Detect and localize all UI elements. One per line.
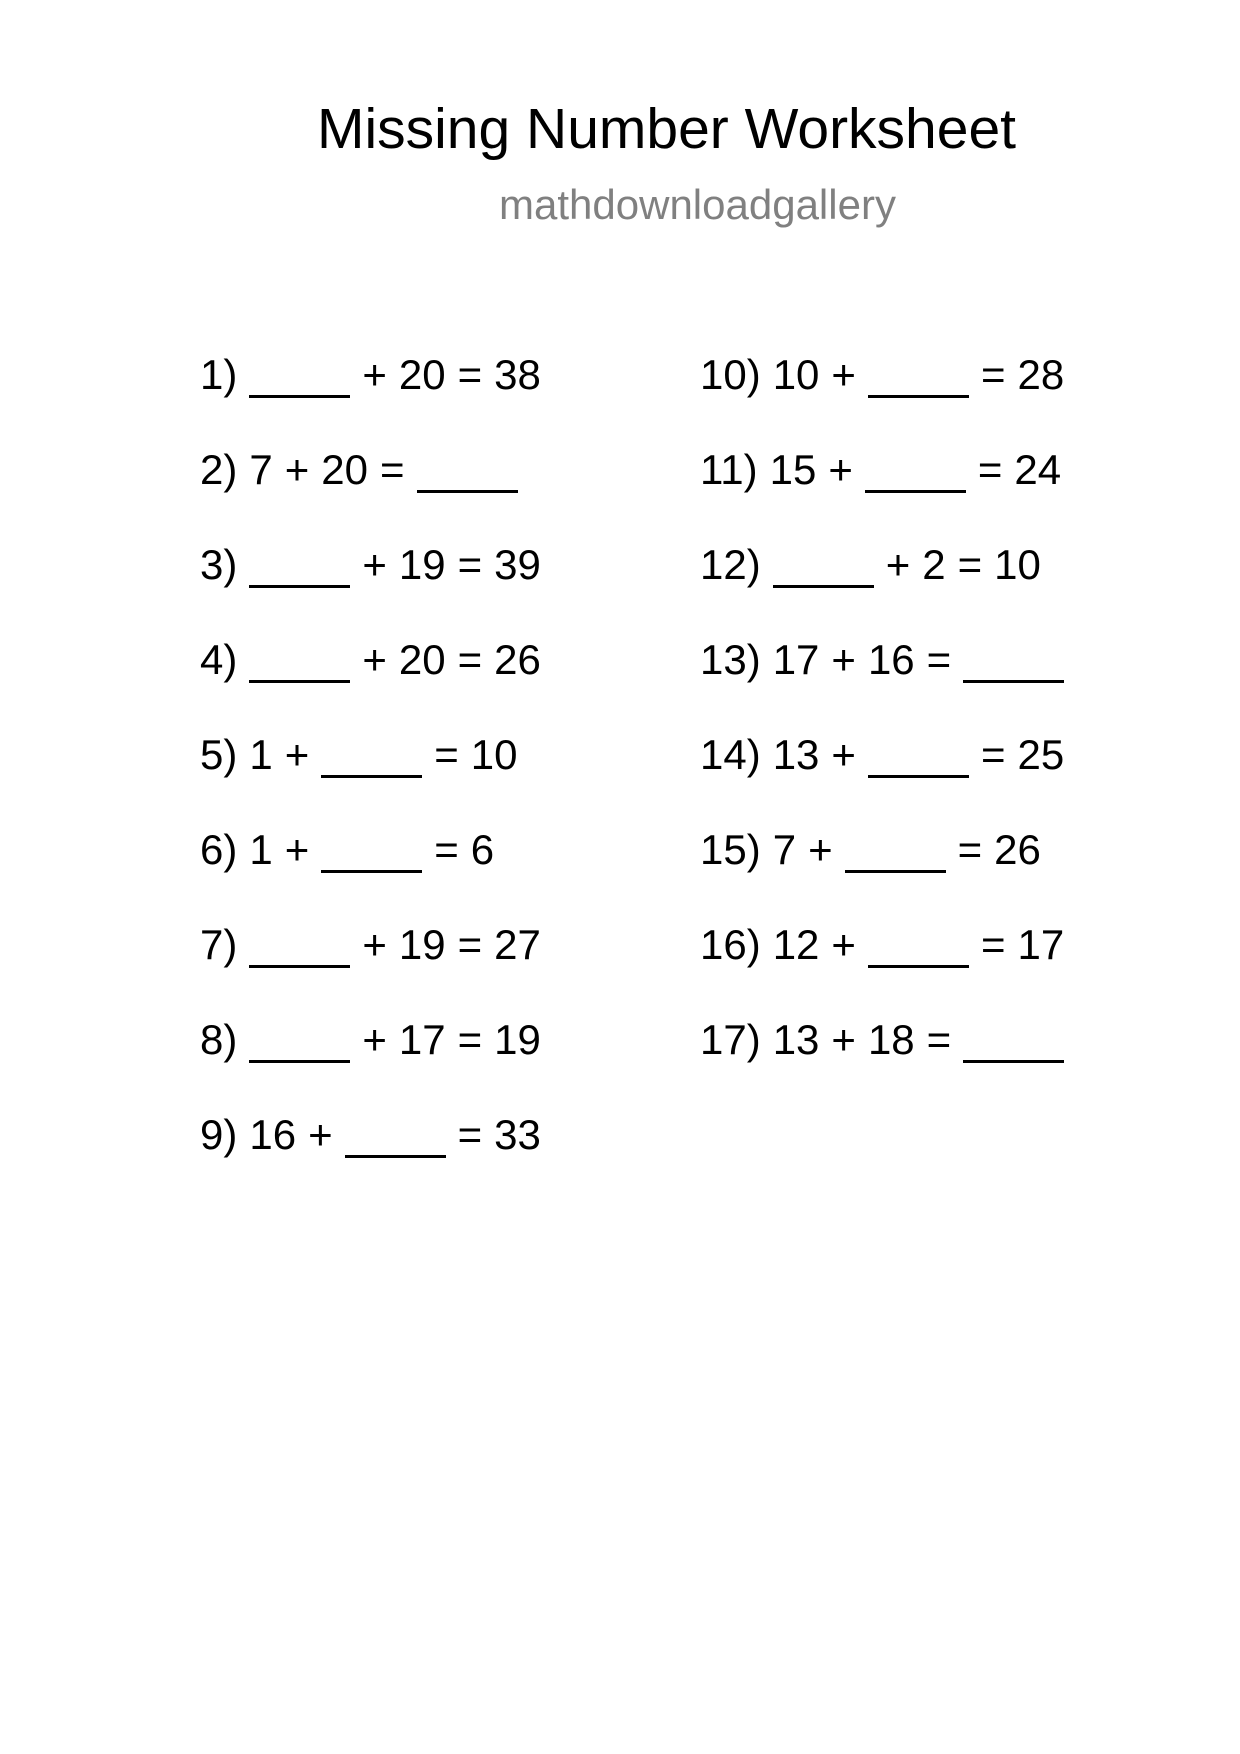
plus-sign: + xyxy=(308,1111,333,1158)
answer-blank[interactable] xyxy=(868,925,969,968)
problem-item xyxy=(200,1011,553,1106)
operand: 28 xyxy=(1017,351,1065,398)
plus-sign: + xyxy=(885,541,911,588)
problem-item xyxy=(700,441,1076,536)
operand: 19 xyxy=(398,921,446,968)
equals-sign: = xyxy=(434,731,459,778)
answer-blank[interactable] xyxy=(773,545,874,588)
problem-item xyxy=(200,346,553,441)
operand: 1 xyxy=(249,826,273,873)
problem-number: 14) xyxy=(700,731,761,778)
equals-sign: = xyxy=(457,351,483,398)
answer-blank[interactable] xyxy=(345,1115,446,1158)
plus-sign: + xyxy=(362,636,387,683)
worksheet-source: mathdownloadgallery xyxy=(499,181,896,228)
operand: 18 xyxy=(867,1016,915,1063)
answer-blank[interactable] xyxy=(249,355,350,398)
plus-sign: + xyxy=(831,351,856,398)
operand: 39 xyxy=(494,541,541,588)
equals-sign: = xyxy=(957,541,983,588)
answer-blank[interactable] xyxy=(249,545,350,588)
plus-sign: + xyxy=(828,446,853,493)
answer-blank[interactable] xyxy=(963,1020,1064,1063)
plus-sign: + xyxy=(831,731,856,778)
problem-column-left xyxy=(200,346,553,1201)
operand: 17 xyxy=(1017,921,1065,968)
problem-number: 4) xyxy=(200,636,238,683)
problem-number: 1) xyxy=(200,351,238,398)
answer-blank[interactable] xyxy=(417,450,518,493)
equals-sign: = xyxy=(379,446,405,493)
problem-item xyxy=(200,726,553,821)
problem-item xyxy=(700,631,1076,726)
operand: 7 xyxy=(249,446,273,493)
problem-number: 15) xyxy=(700,826,761,873)
worksheet-title: Missing Number Worksheet xyxy=(316,97,1016,161)
problem-item xyxy=(700,346,1076,441)
plus-sign: + xyxy=(808,826,833,873)
equals-sign: = xyxy=(957,826,983,873)
problem-column-right xyxy=(700,346,1076,1106)
equals-sign: = xyxy=(457,1111,483,1158)
plus-sign: + xyxy=(362,351,387,398)
answer-blank[interactable] xyxy=(249,640,350,683)
operand: 7 xyxy=(772,826,797,873)
equals-sign: = xyxy=(980,351,1006,398)
operand: 13 xyxy=(772,731,820,778)
plus-sign: + xyxy=(284,826,310,873)
answer-blank[interactable] xyxy=(321,830,422,873)
problem-number: 11) xyxy=(700,446,758,493)
operand: 24 xyxy=(1014,446,1062,493)
problem-number: 2) xyxy=(200,446,238,493)
equals-sign: = xyxy=(926,636,952,683)
operand: 12 xyxy=(772,921,820,968)
equals-sign: = xyxy=(434,826,459,873)
operand: 10 xyxy=(470,731,518,778)
answer-blank[interactable] xyxy=(321,735,422,778)
equals-sign: = xyxy=(977,446,1003,493)
problem-number: 12) xyxy=(700,541,761,588)
problem-number: 13) xyxy=(700,636,761,683)
problem-number: 9) xyxy=(200,1111,238,1158)
operand: 20 xyxy=(321,446,368,493)
problem-item xyxy=(200,631,553,726)
plus-sign: + xyxy=(362,921,387,968)
answer-blank[interactable] xyxy=(865,450,966,493)
plus-sign: + xyxy=(362,1016,387,1063)
operand: 26 xyxy=(994,826,1041,873)
operand: 38 xyxy=(494,351,541,398)
plus-sign: + xyxy=(831,636,856,683)
operand: 25 xyxy=(1017,731,1065,778)
answer-blank[interactable] xyxy=(249,925,350,968)
plus-sign: + xyxy=(284,731,310,778)
problem-item xyxy=(700,1011,1076,1106)
equals-sign: = xyxy=(457,541,483,588)
operand: 17 xyxy=(772,636,820,683)
operand: 26 xyxy=(494,636,541,683)
problem-item xyxy=(700,916,1076,1011)
problem-item xyxy=(200,1106,553,1201)
problem-item xyxy=(200,441,553,536)
operand: 33 xyxy=(494,1111,541,1158)
problem-item xyxy=(700,726,1076,821)
equals-sign: = xyxy=(457,1016,483,1063)
operand: 20 xyxy=(398,636,446,683)
problem-item xyxy=(700,536,1076,631)
operand: 10 xyxy=(772,351,820,398)
problem-number: 10) xyxy=(700,351,761,398)
problem-number: 16) xyxy=(700,921,761,968)
answer-blank[interactable] xyxy=(963,640,1064,683)
answer-blank[interactable] xyxy=(868,735,969,778)
problem-number: 3) xyxy=(200,541,238,588)
operand: 2 xyxy=(922,541,946,588)
equals-sign: = xyxy=(980,731,1006,778)
equals-sign: = xyxy=(926,1016,952,1063)
operand: 16 xyxy=(249,1111,297,1158)
problem-item xyxy=(200,536,553,631)
plus-sign: + xyxy=(284,446,310,493)
problem-number: 8) xyxy=(200,1016,238,1063)
operand: 19 xyxy=(494,1016,541,1063)
operand: 20 xyxy=(398,351,446,398)
answer-blank[interactable] xyxy=(868,355,969,398)
problem-number: 5) xyxy=(200,731,238,778)
operand: 13 xyxy=(772,1016,820,1063)
operand: 19 xyxy=(398,541,446,588)
equals-sign: = xyxy=(980,921,1006,968)
problem-number: 7) xyxy=(200,921,238,968)
operand: 6 xyxy=(470,826,495,873)
plus-sign: + xyxy=(362,541,387,588)
answer-blank[interactable] xyxy=(845,830,946,873)
problem-number: 6) xyxy=(200,826,238,873)
answer-blank[interactable] xyxy=(249,1020,350,1063)
problem-item xyxy=(700,821,1076,916)
problem-item xyxy=(200,916,553,1011)
operand: 10 xyxy=(994,541,1041,588)
plus-sign: + xyxy=(831,1016,856,1063)
equals-sign: = xyxy=(457,921,483,968)
operand: 27 xyxy=(494,921,541,968)
problem-item xyxy=(200,821,553,916)
plus-sign: + xyxy=(831,921,856,968)
operand: 16 xyxy=(867,636,915,683)
operand: 15 xyxy=(769,446,817,493)
operand: 17 xyxy=(398,1016,446,1063)
operand: 1 xyxy=(249,731,273,778)
problem-number: 17) xyxy=(700,1016,761,1063)
equals-sign: = xyxy=(457,636,483,683)
